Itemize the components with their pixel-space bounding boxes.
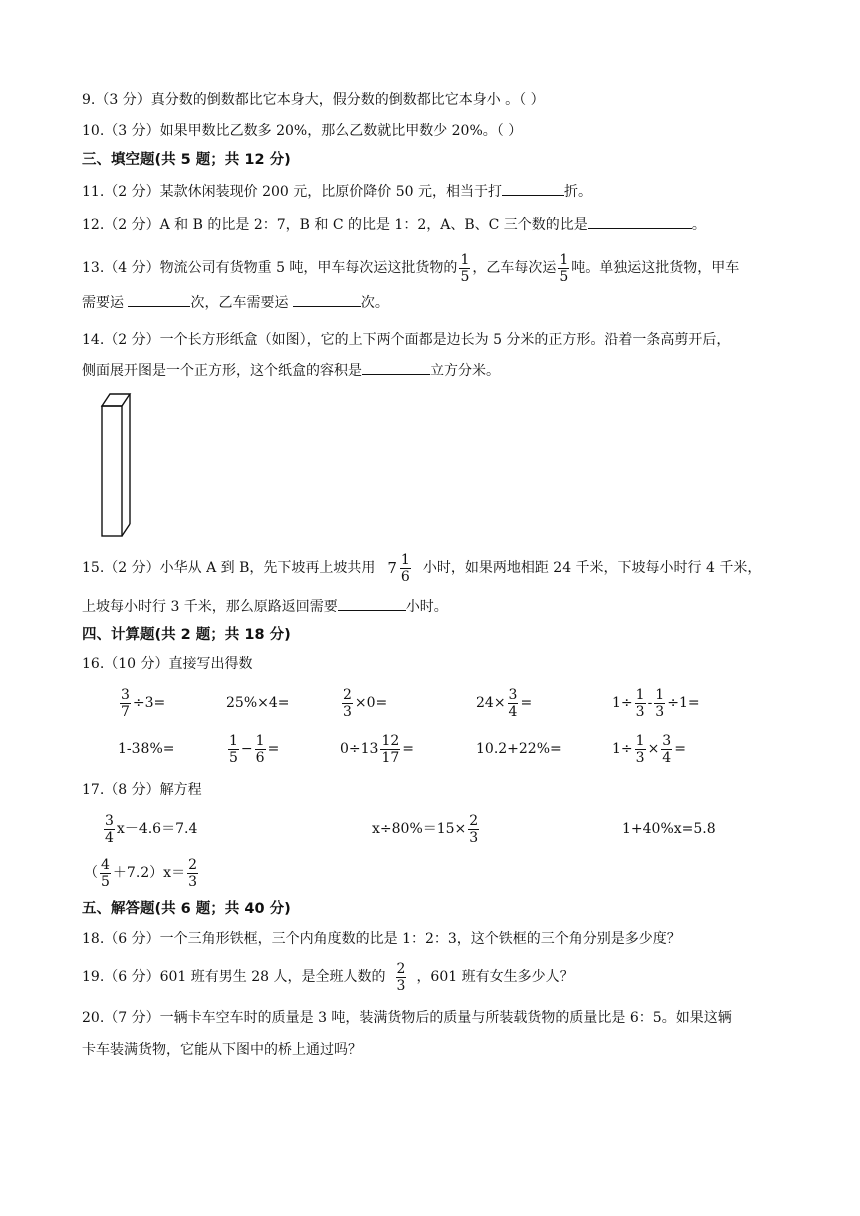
answer-blank (502, 181, 564, 196)
calc-item: $\frac{2}{3}$ ×0= (343, 686, 388, 720)
question-14-line2: 侧面展开图是一个正方形，这个纸盒的容积是 立方分米。 (82, 360, 500, 381)
question-17-title: 17.（8 分）解方程 (82, 782, 202, 798)
calc-item: 1-38%= (118, 741, 175, 757)
calc-item: 24× $\frac{3}{4}$ = (476, 686, 533, 720)
question-16-title: 16.（10 分）直接写出得数 (82, 656, 253, 672)
calc-item: 0÷13 $\frac{12}{17}$ = (340, 732, 415, 766)
section-3-title: 三、填空题(共 5 题；共 12 分) (82, 152, 291, 168)
section-4-title: 四、计算题(共 2 题；共 18 分) (82, 627, 291, 643)
answer-blank (128, 292, 190, 307)
question-15-line1: 15.（2 分）小华从 A 到 B，先下坡再上坡共用 7 $\frac{1}{6}$ 小时，如果两地相距 24 千米，下坡每小时行 4 千米， (82, 551, 762, 585)
question-13-line2: 需要运 次，乙车需要运 次。 (82, 292, 389, 313)
answer-blank (588, 214, 692, 229)
question-9: 9.（3 分）真分数的倒数都比它本身大，假分数的倒数都比它本身小 。（ ） (82, 92, 545, 108)
question-13-line1: 13.（4 分）物流公司有货物重 5 吨，甲车每次运这批货物的 $\frac{1}{5}$ ，乙车每次运 $\frac{1}{5}$ 吨。单独运这批货物，甲车 (82, 251, 740, 285)
question-10: 10.（3 分）如果甲数比乙数多 20%，那么乙数就比甲数少 20%。（ ） (82, 123, 523, 139)
question-12: 12.（2 分）A 和 B 的比是 2：7，B 和 C 的比是 1：2，A、B、C 三个数的比是 。 (82, 214, 706, 235)
equation-item: 1+40%x=5.8 (622, 821, 716, 837)
answer-blank (293, 292, 361, 307)
calc-item: 1÷ $\frac{1}{3}$ - $\frac{1}{3}$ ÷1= (612, 686, 700, 720)
question-20-line1: 20.（7 分）一辆卡车空车时的质量是 3 吨，装满货物后的质量与所装载货物的质量比是 6：5。如果这辆 (82, 1010, 732, 1026)
question-14-line1: 14.（2 分）一个长方形纸盒（如图），它的上下两个面都是边长为 5 分米的正方形。沿着一条高剪开后， (82, 332, 731, 348)
calc-item: 1÷ $\frac{1}{3}$ × $\frac{3}{4}$ = (612, 732, 686, 766)
answer-blank (338, 596, 406, 611)
question-18: 18.（6 分）一个三角形铁框，三个内角度数的比是 1：2：3，这个铁框的三个角分别是多少度？ (82, 931, 681, 947)
equation-item: （ $\frac{4}{5}$ ＋7.2）x＝ $\frac{2}{3}$ (84, 856, 198, 890)
box-figure (96, 390, 136, 540)
fraction: $\frac{1}{5}$ (460, 251, 470, 285)
fraction: $\frac{1}{6}$ (400, 551, 410, 585)
calc-item: 25%×4= (226, 695, 290, 711)
question-19: 19.（6 分）601 班有男生 28 人，是全班人数的 $\frac{2}{3}$ ，601 班有女生多少人？ (82, 960, 574, 994)
answer-blank (362, 360, 430, 375)
equation-item: $\frac{3}{4}$ x－4.6＝7.4 (105, 812, 198, 846)
fraction: $\frac{2}{3}$ (396, 960, 406, 994)
question-11: 11.（2 分）某款休闲装现价 200 元，比原价降价 50 元，相当于打 折。 (82, 181, 592, 202)
equation-item: x÷80%＝15× $\frac{2}{3}$ (372, 812, 479, 846)
calc-item: $\frac{1}{5}$ − $\frac{1}{6}$ = (229, 732, 280, 766)
section-5-title: 五、解答题(共 6 题；共 40 分) (82, 901, 291, 917)
calc-item: $\frac{3}{7}$ ÷3= (121, 686, 166, 720)
question-15-line2: 上坡每小时行 3 千米，那么原路返回需要 小时。 (82, 596, 448, 617)
fraction: $\frac{1}{5}$ (559, 251, 569, 285)
question-20-line2: 卡车装满货物，它能从下图中的桥上通过吗？ (82, 1042, 362, 1058)
calc-item: 10.2+22%= (476, 741, 562, 757)
